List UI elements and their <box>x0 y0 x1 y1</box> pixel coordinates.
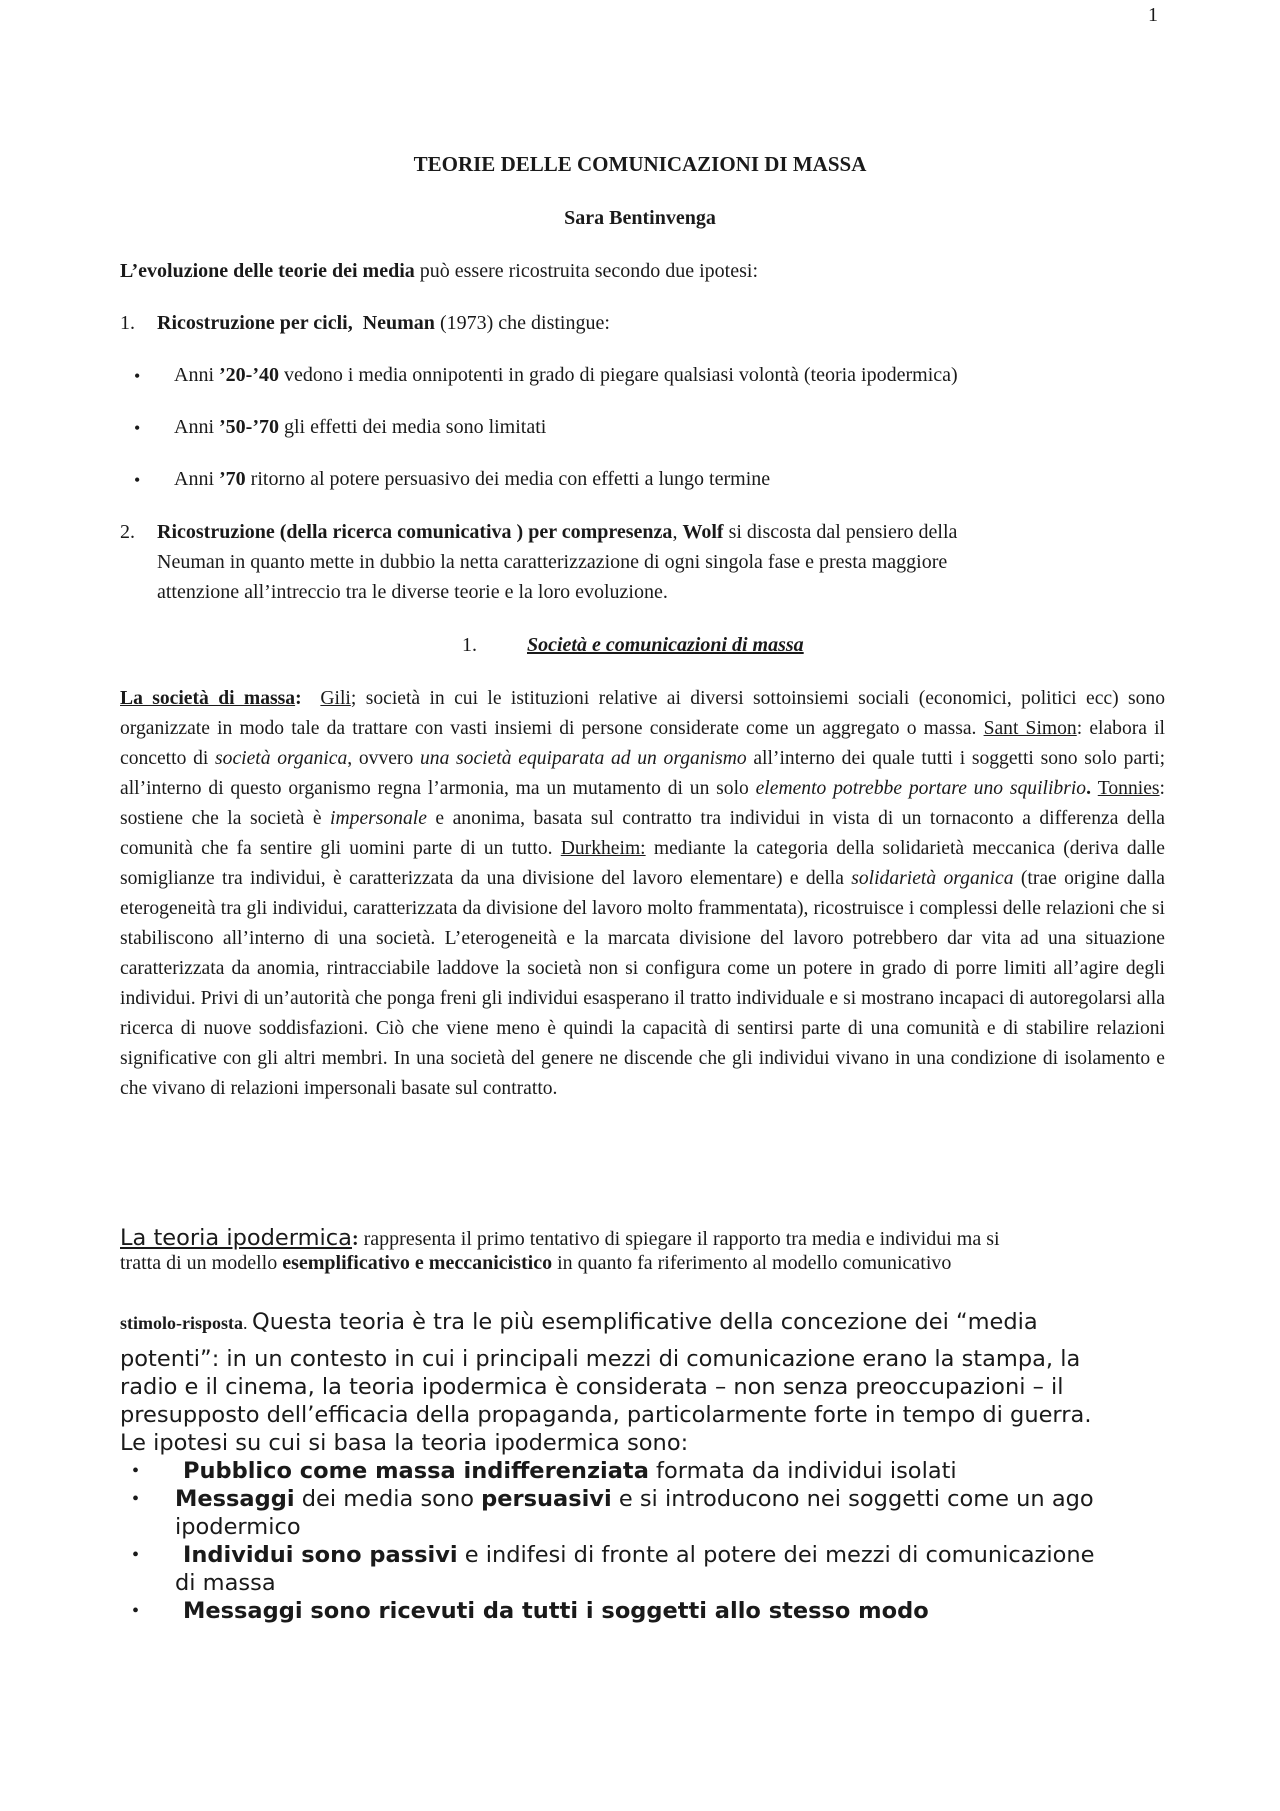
bullet-icon: • <box>134 366 141 386</box>
author-gili: Gili <box>320 688 351 709</box>
hypodermic-text: in quanto fa riferimento al modello comunicativo <box>552 1252 952 1274</box>
section-title: Società e comunicazioni di massa <box>527 634 804 656</box>
author-sant-simon: Sant Simon <box>983 718 1077 739</box>
cycle-pre: Anni <box>174 364 219 386</box>
intro-rest: può essere ricostruita secondo due ipotesi: <box>414 260 759 282</box>
hypodermic-sans-line: presupposto dell’efficacia della propaganda, particolarmente forte in tempo di guerra. <box>120 1402 1092 1428</box>
item2-rest: si discosta dal pensiero della <box>723 521 958 543</box>
cycle-item-2 <box>174 416 546 439</box>
bullet-icon: • <box>134 470 141 490</box>
paragraph-text: (trae origine dalla eterogeneità tra gli individui, caratterizzata da divisione del lavoro molto frammentata), ricostruisce i complessi delle relazioni che si stabiliscono all’interno di una società. L’eterogeneità e la marcata divisione del lavoro potrebbero dar vita ad una situazione caratterizzata da anomia, rintracciabile laddove la società non si configura come un potere in grado di porre limiti all’agire degli individui. Privi di un’autorità che ponga freni gli individui esasperano il tratto individuale e si mostrano incapaci di autoregolarsi alla ricerca di nuove soddisfazioni. Ciò che viene meno è quindi la capacità di sentirsi parte di una comunità e di stabilire relazioni significative con gli altri membri. In una società del genere ne discende che gli individui vivano in una condizione di isolamento e che vivano di relazioni impersonali basate sul contratto. <box>120 868 1165 1099</box>
author-tonnies: Tonnies <box>1097 778 1160 799</box>
hypothesis-bold: Individui sono passivi <box>183 1542 458 1568</box>
hypothesis-item-2 <box>175 1485 1094 1513</box>
paragraph-text: , ovvero <box>347 748 420 769</box>
paragraph-text: e anonima, basata sul contratto tra individui in vista di un tornaconto a differenza della comunità che fa sentire gli uomini parte di un tutto. <box>120 808 1166 859</box>
hypodermic-line-2 <box>120 1252 951 1275</box>
italic-term: impersonale <box>330 808 427 829</box>
hypothesis-text: e si introducono nei soggetti come un ago <box>611 1486 1094 1512</box>
section-number: 1. <box>462 634 477 656</box>
hypothesis-bold: persuasivi <box>481 1486 612 1512</box>
hypodermic-sans-line: potenti”: in un contesto in cui i principali mezzi di comunicazione erano la stampa, la <box>120 1346 1081 1372</box>
cycle-item-1 <box>174 364 958 387</box>
hypodermic-text: . <box>243 1313 252 1333</box>
cycle-item-3 <box>174 468 770 491</box>
cycle-years: ’50-’70 <box>219 416 279 438</box>
item2-line-3: attenzione all’intreccio tra le diverse teorie e la loro evoluzione. <box>157 581 668 603</box>
mass-society-paragraph <box>120 684 1165 1104</box>
list-number-2: 2. <box>120 521 135 543</box>
item1-line <box>157 312 610 335</box>
cycle-text: vedono i media onnipotenti in grado di piegare qualsiasi volontà (teoria ipodermica) <box>278 364 958 386</box>
hypodermic-sans-line: radio e il cinema, la teoria ipodermica è considerata – non senza preoccupazioni – il <box>120 1374 1064 1400</box>
italic-term: elemento potrebbe portare uno squilibrio <box>755 778 1087 799</box>
hypothesis-text: dei media sono <box>294 1486 482 1512</box>
item2-line-1 <box>157 521 957 544</box>
hypothesis-bold: Messaggi sono ricevuti da tutti i soggetti allo stesso modo <box>183 1598 929 1624</box>
paragraph-text: mediante la categoria della solidarietà meccanica (deriva dalle somiglianze tra individui, è caratterizzata da una divisione del lavoro elementare) e della <box>120 838 1165 889</box>
item2-bold1: Ricostruzione (della ricerca comunicativa ) per compresenza <box>157 521 673 543</box>
mass-society-heading: La società di massa <box>120 688 296 709</box>
paragraph-text: : sostiene che la società è <box>120 778 1165 829</box>
hypodermic-sans-line: Le ipotesi su cui si basa la teoria ipodermica sono: <box>120 1430 689 1456</box>
bullet-icon: • <box>134 418 141 438</box>
italic-term: solidarietà organica <box>851 868 1014 889</box>
author-durkheim: Durkheim: <box>560 838 646 859</box>
stimulus-response: stimolo-risposta <box>120 1313 243 1333</box>
hypothesis-item-4 <box>183 1597 929 1625</box>
bullet-icon: • <box>132 1460 140 1482</box>
hypothesis-item-1 <box>183 1457 957 1485</box>
cycle-years: ’70 <box>219 468 246 490</box>
cycle-text: ritorno al potere persuasivo dei media con effetti a lungo termine <box>245 468 771 490</box>
paragraph-text: . <box>1086 778 1098 799</box>
item2-sep: , <box>672 521 683 543</box>
heading-colon: : <box>295 688 302 709</box>
hypodermic-line-1 <box>120 1225 1000 1251</box>
cycle-pre: Anni <box>174 416 219 438</box>
item1-bold1: Ricostruzione per cicli, <box>157 312 353 334</box>
hypothesis-text: e indifesi di fronte al potere dei mezzi di comunicazione <box>457 1542 1095 1568</box>
hypodermic-line-3 <box>120 1309 1038 1335</box>
intro-line <box>120 260 758 283</box>
hypothesis-bold: Messaggi <box>175 1486 295 1512</box>
hypothesis-item-3-cont: di massa <box>175 1570 276 1596</box>
hypodermic-text: tratta di un modello <box>120 1252 283 1274</box>
cycle-pre: Anni <box>174 468 219 490</box>
cycle-years: ’20-’40 <box>219 364 279 386</box>
bullet-icon: • <box>132 1544 140 1566</box>
page-number: 1 <box>1148 4 1158 26</box>
cycle-text: gli effetti dei media sono limitati <box>278 416 547 438</box>
paragraph-text: : elabora il concetto di <box>120 718 1165 769</box>
italic-term: società organica <box>215 748 348 769</box>
paragraph-text: ; società in cui le istituzioni relative ai diversi sottoinsiemi sociali (economici, politici ecc) sono organizzate in modo tale da trattare con vasti insiemi di persone considerate come un aggregato o massa. <box>120 688 1166 739</box>
hypodermic-sans-text: Questa teoria è tra le più esemplificative della concezione dei “media <box>252 1309 1038 1335</box>
item2-bold2: Wolf <box>682 521 724 543</box>
document-author: Sara Bentinvenga <box>564 207 716 229</box>
hypothesis-item-2-cont: ipodermico <box>175 1514 301 1540</box>
hypodermic-text: rappresenta il primo tentativo di spiegare il rapporto tra media e individui ma si <box>358 1228 1000 1250</box>
bullet-icon: • <box>132 1488 140 1510</box>
bullet-icon: • <box>132 1600 140 1622</box>
italic-term: una società equiparata ad un organismo <box>419 748 747 769</box>
hypodermic-heading: La teoria ipodermica <box>120 1225 352 1251</box>
list-number-1: 1. <box>120 312 135 334</box>
item1-bold2: Neuman <box>362 312 435 334</box>
hypothesis-bold: Pubblico come massa indifferenziata <box>183 1458 649 1484</box>
heading-colon: : <box>351 1228 359 1250</box>
intro-bold: L’evoluzione delle teorie dei media <box>120 260 415 282</box>
hypothesis-text: formata da individui isolati <box>648 1458 957 1484</box>
item2-line-2: Neuman in quanto mette in dubbio la netta caratterizzazione di ogni singola fase e presta maggiore <box>157 551 948 573</box>
hypothesis-item-3 <box>183 1541 1094 1569</box>
hypodermic-bold: esemplificativo e meccanicistico <box>282 1252 553 1274</box>
paragraph-text: all’interno dei quale tutti i soggetti sono solo parti; all’interno di questo organismo regna l’armonia, ma un mutamento di un solo <box>120 748 1166 799</box>
document-title: TEORIE DELLE COMUNICAZIONI DI MASSA <box>413 152 867 176</box>
item1-rest: (1973) che distingue: <box>434 312 610 334</box>
